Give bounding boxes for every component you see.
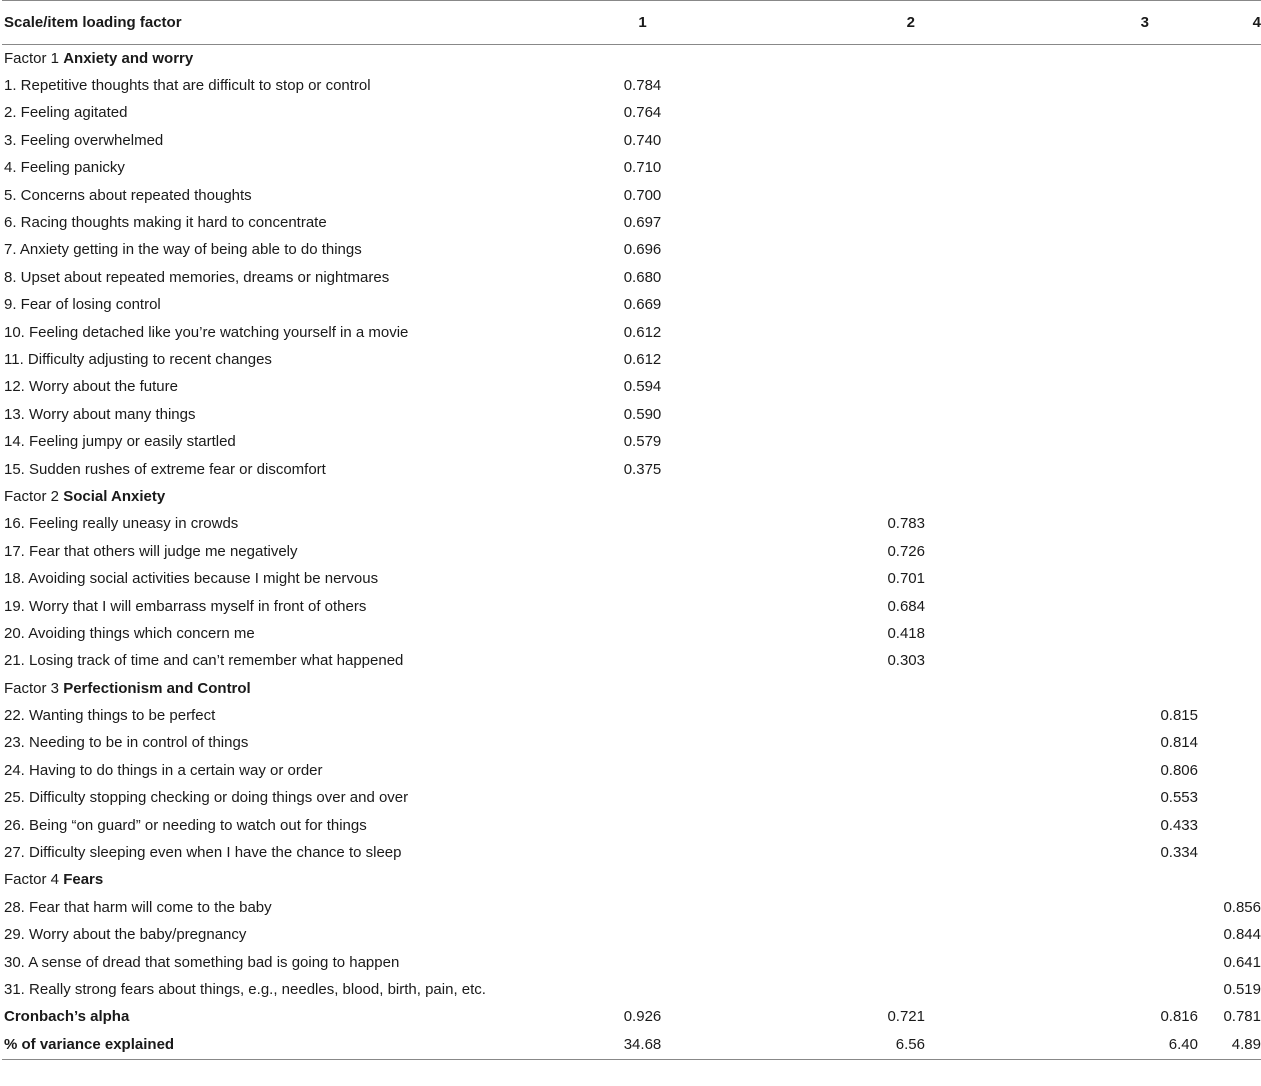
factor-name: Perfectionism and Control	[63, 679, 251, 697]
factor-heading	[2, 45, 584, 72]
loading-value-factor-3	[1023, 757, 1198, 784]
item-label: 4. Feeling panicky	[4, 159, 125, 177]
empty-cell	[701, 674, 1023, 701]
empty-cell	[584, 510, 701, 537]
table-row	[2, 236, 1261, 263]
summary-value: 0.721	[887, 1008, 925, 1026]
item-label: 15. Sudden rushes of extreme fear or discomfort	[4, 460, 326, 478]
loading-value-factor-1: 0.669	[623, 296, 662, 314]
loading-value: 0.815	[1160, 707, 1198, 725]
factor-heading	[2, 674, 584, 701]
loading-value-factor-2	[701, 538, 1023, 565]
loading-value-factor-3	[1023, 839, 1198, 866]
factor-prefix: Factor 1	[4, 49, 60, 67]
factor-heading	[2, 866, 584, 893]
item-label: 22. Wanting things to be perfect	[4, 707, 216, 725]
loading-value-factor-2	[701, 647, 1023, 674]
empty-cell	[1023, 236, 1157, 263]
empty-cell	[1023, 291, 1157, 318]
loading-value: 0.433	[1160, 816, 1198, 834]
empty-cell	[1023, 483, 1157, 510]
empty-cell	[701, 346, 1023, 373]
empty-cell	[1023, 127, 1157, 154]
empty-cell	[584, 839, 701, 866]
summary-value: 0.816	[1160, 1008, 1198, 1026]
loading-value: 0.684	[887, 597, 925, 615]
loading-value-factor-1: 0.784	[623, 77, 662, 95]
table-row	[2, 154, 1261, 181]
summary-value-factor-4: 4.89	[1157, 1031, 1261, 1060]
summary-value-factor-2	[701, 1031, 1023, 1060]
item-label: 13. Worry about many things	[4, 405, 196, 423]
loading-value: 0.783	[887, 515, 925, 533]
item-label: 29. Worry about the baby/pregnancy	[4, 926, 247, 944]
table-row	[2, 428, 1261, 455]
loading-value: 0.553	[1160, 789, 1198, 807]
loading-value-factor-3	[1023, 811, 1198, 838]
loading-value-factor-1: 0.764	[623, 104, 662, 122]
empty-cell	[1023, 647, 1157, 674]
empty-cell	[1157, 127, 1261, 154]
empty-cell	[701, 455, 1023, 482]
empty-cell	[1157, 483, 1261, 510]
loading-value-factor-2	[701, 510, 1023, 537]
table-row	[2, 647, 1261, 674]
empty-cell	[1157, 181, 1261, 208]
empty-cell	[1157, 620, 1261, 647]
empty-cell	[701, 318, 1023, 345]
empty-cell	[584, 921, 701, 948]
header-factor-4: 4	[1157, 1, 1261, 45]
table-row	[2, 181, 1261, 208]
loading-value-factor-1: 0.579	[623, 433, 662, 451]
loading-value-factor-1: 0.710	[623, 159, 662, 177]
loading-value-factor-1: 0.375	[623, 460, 662, 478]
table-row	[2, 373, 1261, 400]
empty-cell	[701, 729, 1023, 756]
table-row	[2, 291, 1261, 318]
loading-value-factor-1: 0.696	[623, 241, 662, 259]
summary-value-factor-4: 0.781	[1223, 1008, 1261, 1026]
item-label: 25. Difficulty stopping checking or doing things over and over	[4, 789, 409, 807]
empty-cell	[1023, 565, 1157, 592]
empty-cell	[1157, 209, 1261, 236]
empty-cell	[701, 702, 1023, 729]
empty-cell	[1157, 373, 1261, 400]
table-row	[2, 99, 1261, 126]
empty-cell	[1157, 647, 1261, 674]
item-label: 20. Avoiding things which concern me	[4, 624, 255, 642]
item-label: 14. Feeling jumpy or easily startled	[4, 433, 236, 451]
summary-value-factor-2	[701, 1003, 1023, 1030]
empty-cell	[1023, 592, 1157, 619]
loading-value: 0.806	[1160, 761, 1198, 779]
empty-cell	[1023, 620, 1157, 647]
empty-cell	[701, 236, 1023, 263]
table-row	[2, 729, 1261, 756]
empty-cell	[1023, 894, 1157, 921]
table-row	[2, 264, 1261, 291]
empty-cell	[701, 866, 1023, 893]
empty-cell	[584, 592, 701, 619]
factor-name: Anxiety and worry	[63, 49, 194, 67]
empty-cell	[701, 99, 1023, 126]
empty-cell	[1157, 565, 1261, 592]
table-row	[2, 948, 1261, 975]
empty-cell	[1023, 455, 1157, 482]
table-row	[2, 592, 1261, 619]
empty-cell	[584, 538, 701, 565]
empty-cell	[1157, 99, 1261, 126]
summary-value: 6.40	[1168, 1036, 1198, 1054]
item-label: 12. Worry about the future	[4, 378, 178, 396]
table-row	[2, 401, 1261, 428]
empty-cell	[1023, 538, 1157, 565]
summary-value-factor-1: 34.68	[584, 1031, 701, 1060]
empty-cell	[1157, 72, 1261, 99]
summary-value-factor-3	[1023, 1003, 1198, 1030]
empty-cell	[701, 72, 1023, 99]
empty-cell	[584, 784, 701, 811]
item-label: 19. Worry that I will embarrass myself in front of others	[4, 597, 367, 615]
table-header-row	[2, 1, 1261, 45]
empty-cell	[701, 894, 1023, 921]
item-label: 3. Feeling overwhelmed	[4, 131, 164, 149]
empty-cell	[1023, 921, 1157, 948]
empty-cell	[701, 784, 1023, 811]
empty-cell	[701, 45, 1023, 72]
empty-cell	[1023, 181, 1157, 208]
item-label: 16. Feeling really uneasy in crowds	[4, 515, 239, 533]
item-label: 9. Fear of losing control	[4, 296, 161, 314]
loading-value: 0.418	[887, 624, 925, 642]
loading-value-factor-1: 0.590	[623, 405, 662, 423]
empty-cell	[1023, 72, 1157, 99]
empty-cell	[1157, 318, 1261, 345]
factor-name: Social Anxiety	[63, 487, 166, 505]
loading-value-factor-2	[701, 565, 1023, 592]
table-row	[2, 346, 1261, 373]
factor-heading-row	[2, 866, 1261, 893]
empty-cell	[584, 757, 701, 784]
factor-loading-table	[2, 0, 1261, 1060]
loading-value-factor-1: 0.740	[623, 131, 662, 149]
item-label: 28. Fear that harm will come to the baby	[4, 898, 272, 916]
summary-label: % of variance explained	[2, 1031, 584, 1060]
empty-cell	[701, 483, 1023, 510]
empty-cell	[701, 948, 1023, 975]
loading-value-factor-4: 0.856	[1223, 898, 1261, 916]
item-label: 18. Avoiding social activities because I might be nervous	[4, 570, 379, 588]
empty-cell	[701, 976, 1023, 1003]
summary-value: 6.56	[895, 1036, 925, 1054]
table-row	[2, 839, 1261, 866]
table-row	[2, 510, 1261, 537]
loading-value: 0.726	[887, 542, 925, 560]
item-label: 24. Having to do things in a certain way or order	[4, 761, 323, 779]
empty-cell	[1157, 538, 1261, 565]
empty-cell	[701, 154, 1023, 181]
table-row	[2, 318, 1261, 345]
header-factor-2: 2	[701, 1, 1023, 45]
empty-cell	[1157, 455, 1261, 482]
item-label: 10. Feeling detached like you’re watching yourself in a movie	[4, 323, 409, 341]
cronbach-alpha-row	[2, 1003, 1261, 1030]
empty-cell	[701, 209, 1023, 236]
empty-cell	[1023, 510, 1157, 537]
loading-value-factor-1: 0.697	[623, 214, 662, 232]
empty-cell	[701, 839, 1023, 866]
empty-cell	[1157, 866, 1261, 893]
empty-cell	[1023, 209, 1157, 236]
loading-value: 0.303	[887, 652, 925, 670]
empty-cell	[584, 674, 701, 701]
empty-cell	[1157, 346, 1261, 373]
item-label: 6. Racing thoughts making it hard to concentrate	[4, 214, 327, 232]
table-row	[2, 894, 1261, 921]
loading-value-factor-2	[701, 592, 1023, 619]
table-body	[2, 45, 1261, 1060]
factor-heading-row	[2, 45, 1261, 72]
empty-cell	[1023, 428, 1157, 455]
item-label: 11. Difficulty adjusting to recent changes	[4, 350, 272, 368]
loading-value-factor-1: 0.612	[623, 350, 662, 368]
table-row	[2, 620, 1261, 647]
empty-cell	[584, 483, 701, 510]
empty-cell	[1023, 948, 1157, 975]
empty-cell	[701, 757, 1023, 784]
empty-cell	[1023, 866, 1157, 893]
empty-cell	[584, 976, 701, 1003]
summary-value-factor-1: 0.926	[623, 1008, 662, 1026]
loading-value: 0.814	[1160, 734, 1198, 752]
empty-cell	[1023, 154, 1157, 181]
table-row	[2, 784, 1261, 811]
table-row	[2, 921, 1261, 948]
empty-cell	[1157, 674, 1261, 701]
item-label: 2. Feeling agitated	[4, 104, 128, 122]
empty-cell	[1023, 401, 1157, 428]
empty-cell	[584, 702, 701, 729]
empty-cell	[701, 921, 1023, 948]
table-row	[2, 127, 1261, 154]
table-row	[2, 976, 1261, 1003]
item-label: 7. Anxiety getting in the way of being able to do things	[4, 241, 362, 259]
item-label: 1. Repetitive thoughts that are difficult to stop or control	[4, 77, 371, 95]
table-row	[2, 757, 1261, 784]
factor-name: Fears	[63, 871, 104, 889]
header-scale-item: Scale/item loading factor	[2, 1, 584, 45]
empty-cell	[584, 45, 701, 72]
empty-cell	[1023, 99, 1157, 126]
summary-value-factor-3	[1023, 1031, 1198, 1060]
empty-cell	[1157, 291, 1261, 318]
empty-cell	[1157, 428, 1261, 455]
item-label: 27. Difficulty sleeping even when I have the chance to sleep	[4, 844, 402, 862]
item-label: 5. Concerns about repeated thoughts	[4, 186, 252, 204]
empty-cell	[584, 866, 701, 893]
factor-heading-row	[2, 483, 1261, 510]
empty-cell	[584, 647, 701, 674]
loading-value-factor-3	[1023, 729, 1198, 756]
header-factor-1: 1	[584, 1, 701, 45]
empty-cell	[1157, 510, 1261, 537]
loading-value-factor-3	[1023, 702, 1198, 729]
variance-explained-row	[2, 1031, 1261, 1060]
item-label: 8. Upset about repeated memories, dreams or nightmares	[4, 268, 390, 286]
loading-value-factor-4: 0.844	[1223, 926, 1261, 944]
table-row	[2, 72, 1261, 99]
item-label: 31. Really strong fears about things, e.g., needles, blood, birth, pain, etc.	[4, 980, 486, 998]
factor-heading	[2, 483, 584, 510]
empty-cell	[1157, 264, 1261, 291]
empty-cell	[1023, 674, 1157, 701]
empty-cell	[584, 948, 701, 975]
summary-label: Cronbach’s alpha	[4, 1008, 130, 1026]
empty-cell	[1023, 45, 1157, 72]
empty-cell	[701, 401, 1023, 428]
loading-value-factor-2	[701, 620, 1023, 647]
table-row	[2, 209, 1261, 236]
empty-cell	[584, 894, 701, 921]
empty-cell	[701, 181, 1023, 208]
loading-value: 0.701	[887, 570, 925, 588]
item-label: 23. Needing to be in control of things	[4, 734, 249, 752]
empty-cell	[701, 428, 1023, 455]
empty-cell	[701, 264, 1023, 291]
empty-cell	[701, 373, 1023, 400]
empty-cell	[1023, 976, 1157, 1003]
empty-cell	[1023, 346, 1157, 373]
factor-heading-row	[2, 674, 1261, 701]
loading-value-factor-1: 0.680	[623, 268, 662, 286]
item-label: 30. A sense of dread that something bad is going to happen	[4, 953, 400, 971]
table-row	[2, 538, 1261, 565]
empty-cell	[584, 729, 701, 756]
empty-cell	[1157, 401, 1261, 428]
loading-value-factor-1: 0.700	[623, 186, 662, 204]
loading-value-factor-1: 0.612	[623, 323, 662, 341]
empty-cell	[1157, 236, 1261, 263]
loading-value: 0.334	[1160, 844, 1198, 862]
loading-value-factor-4: 0.641	[1223, 953, 1261, 971]
empty-cell	[701, 127, 1023, 154]
table-row	[2, 811, 1261, 838]
header-factor-3: 3	[1023, 1, 1157, 45]
loading-value-factor-4: 0.519	[1223, 980, 1261, 998]
item-label: 21. Losing track of time and can’t remember what happened	[4, 652, 404, 670]
empty-cell	[584, 811, 701, 838]
loading-value-factor-1: 0.594	[623, 378, 662, 396]
item-label: 26. Being “on guard” or needing to watch out for things	[4, 816, 367, 834]
table-row	[2, 455, 1261, 482]
factor-prefix: Factor 2	[4, 487, 60, 505]
table-row	[2, 702, 1261, 729]
empty-cell	[1157, 45, 1261, 72]
table-row	[2, 565, 1261, 592]
empty-cell	[1157, 154, 1261, 181]
empty-cell	[1157, 592, 1261, 619]
empty-cell	[1023, 318, 1157, 345]
loading-value-factor-3	[1023, 784, 1198, 811]
empty-cell	[584, 565, 701, 592]
empty-cell	[584, 620, 701, 647]
factor-prefix: Factor 4	[4, 871, 60, 889]
empty-cell	[1023, 373, 1157, 400]
empty-cell	[701, 811, 1023, 838]
empty-cell	[701, 291, 1023, 318]
factor-prefix: Factor 3	[4, 679, 60, 697]
empty-cell	[1023, 264, 1157, 291]
item-label: 17. Fear that others will judge me negatively	[4, 542, 298, 560]
